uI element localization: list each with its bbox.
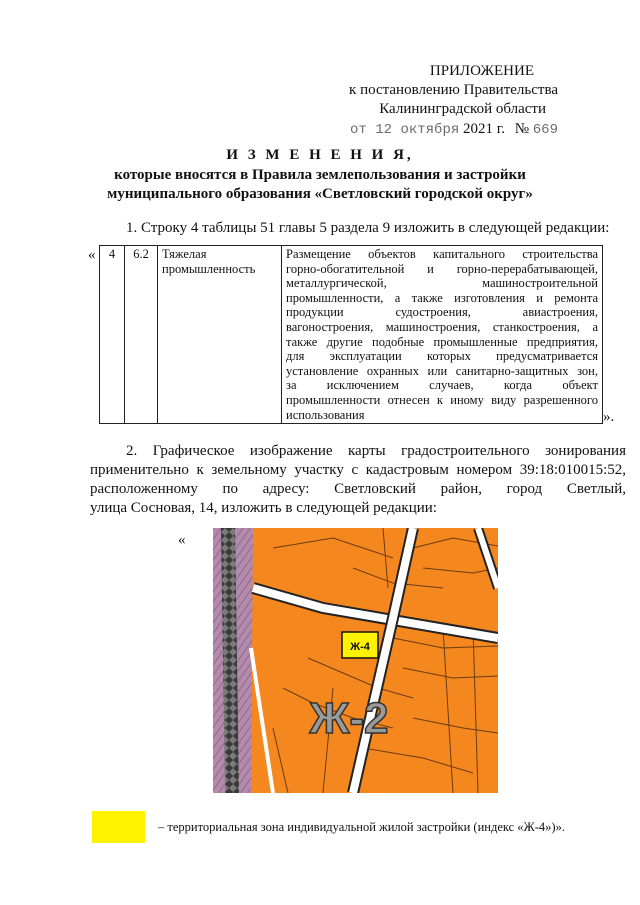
desc-line: вагоностроения, машиностроения, станкостроения, а (286, 319, 598, 334)
table-row (100, 246, 603, 424)
item-2-line: улица Сосновая, 14, изложить в следующей редакции: (90, 500, 437, 516)
row-description (282, 246, 603, 424)
item-2-line: 2. Графическое изображение карты градостроительного зонирования (126, 443, 626, 459)
appendix-line-2: Калининградской области (379, 101, 546, 117)
row-number: 4 (100, 246, 125, 424)
heading-subtitle-2: муниципального образования «Светловский городской округ» (107, 186, 533, 202)
legend-swatch (92, 811, 145, 843)
item-2-paragraph (90, 442, 626, 518)
zoning-map (213, 528, 498, 793)
amendment-table (99, 245, 603, 424)
item-2-line: расположенному по адресу: Светловский район, город Светлый, (90, 481, 626, 497)
desc-line: за исключением случаев, когда объект (286, 378, 598, 393)
map-label-zh2: Ж-2 (309, 694, 389, 743)
table-open-quote: « (88, 247, 96, 263)
map-label-zh4: Ж-4 (350, 641, 370, 653)
appendix-number: 669 (532, 122, 558, 138)
zoning-map-graphic (213, 528, 498, 793)
item-2-line: применительно к земельному участку с кадастровым номером 39:18:010015:52, (90, 462, 626, 478)
legend-text: – территориальная зона индивидуальной жилой застройки (индекс «Ж-4»)». (158, 820, 565, 834)
desc-line: установление охранных или санитарно-защитных зон, (286, 363, 598, 378)
appendix-number-sign: № (514, 121, 530, 137)
desc-line: промышленности отнесен к иному виду разрешенного (286, 392, 598, 407)
item-1-text: 1. Строку 4 таблицы 51 главы 5 раздела 9 изложить в следующей редакции: (126, 220, 610, 236)
map-open-quote: « (178, 532, 186, 548)
desc-line: использования (286, 407, 365, 422)
row-name: Тяжелая промышленность (158, 246, 282, 424)
zone-zh2-fill (213, 528, 498, 793)
appendix-header (349, 62, 558, 140)
appendix-date-line (349, 120, 558, 140)
desc-line: для эксплуатации которых предусматривается (286, 349, 598, 364)
row-code: 6.2 (125, 246, 158, 424)
heading-subtitle-1: которые вносятся в Правила землепользования и застройки (114, 167, 526, 183)
appendix-line-1: к постановлению Правительства (349, 82, 558, 98)
desc-line: также другие подобные промышленные предприятия, (286, 334, 598, 349)
appendix-year: 2021 г. (463, 121, 505, 137)
desc-line: продукции судостроения, авиастроения, (286, 305, 598, 320)
document-heading: И З М Е Н Е Н И Я, (226, 147, 414, 163)
desc-line: промышленности, а также изготовления и ремонта (286, 290, 598, 305)
table-close-quote: ». (603, 409, 615, 425)
desc-line: Размещение объектов капитального строительства (286, 247, 598, 261)
desc-line: горно-обогатительной и горно-перерабатывающей, (286, 261, 598, 276)
desc-line: металлургической, машиностроительной (286, 276, 598, 291)
appendix-date: от 12 октября (350, 122, 460, 138)
appendix-title: ПРИЛОЖЕНИЕ (429, 63, 534, 79)
